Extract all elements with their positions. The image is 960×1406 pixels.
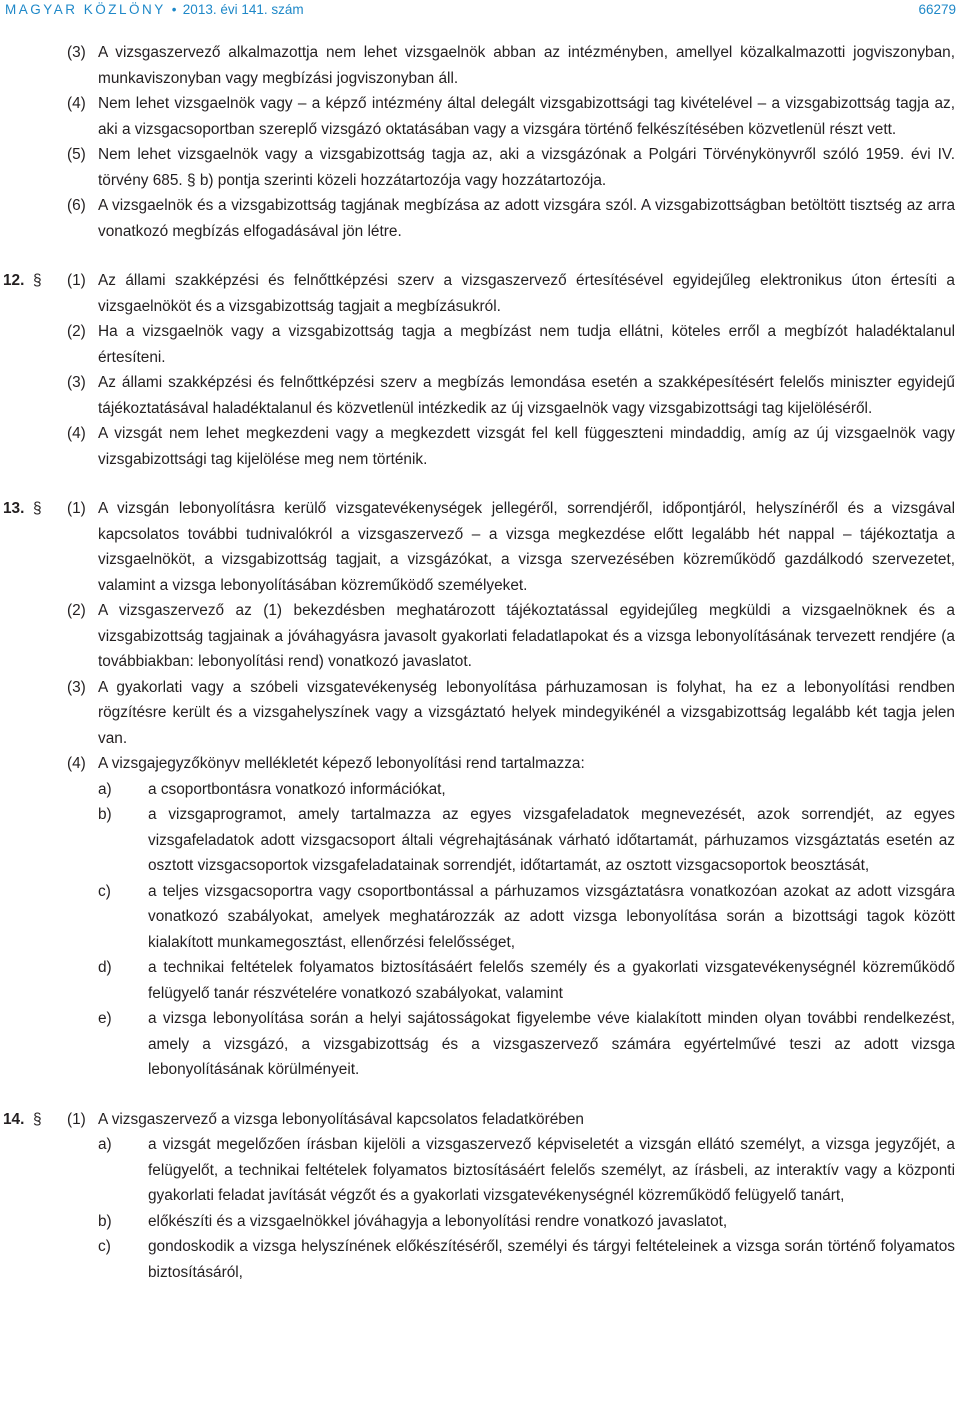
item-label: a) [98,780,112,798]
paragraph-number: (4) [67,755,86,772]
paragraph-text: Nem lehet vizsgaelnök vagy – a képző intézmény által delegált vizsgabizottsági tag kivételével – a vizsgabizottság tagja az, aki a vizsgacsoportban szereplő vizsgázó oktatásában vagy a vizsgára történő felkészítésében közvetlenül részt vett. [98,95,955,138]
paragraph-number: (3) [67,374,86,391]
paragraph-text: A vizsgaszervező a vizsga lebonyolításával kapcsolatos feladatkörében [98,1110,584,1128]
paragraph-text: a teljes vizsgacsoportra vagy csoportbontással a párhuzamos vizsgáztatásra vonatkozóan azokat az adott vizsgára vonatkozó szabályokat, amelyek meghatározzák az adott vizsga lebonyolítása során a bizottsági tagok között kialakított munkamegosztást, ellenőrzési felelősséget, [148,882,955,951]
paragraph-number: (1) [67,272,86,289]
paragraph-text: A vizsgaelnök és a vizsgabizottság tagjának megbízása az adott vizsgára szól. A vizsgabizottságban betöltött tisztség az arra vonatkozó megbízás elfogadásával jön létre. [98,197,955,240]
list-item [0,1006,960,1083]
section-gap [0,472,960,496]
section-gap [0,244,960,268]
paragraph [0,142,960,193]
item-label: b) [98,806,112,823]
paragraph-text: Az állami szakképzési és felnőttképzési szerv a vizsgaszervező értesítésével egyidejűleg elektronikus úton értesíti a vizsgaelnököt és a vizsgabizottság tagjait a megbízásukról. [98,272,955,315]
section-number: 14. [3,1110,25,1128]
paragraph [0,91,960,142]
item-label: a) [98,1136,112,1153]
paragraph-text: A vizsgaszervező az (1) bekezdésben meghatározott tájékoztatással egyidejűleg megküldi a vizsgaelnöknek és a vizsgabizottság tagjainak a jóváhagyásra javasolt gyakorlati feladatlapokat és a vizsga lebonyolításának tervezett rendjére (a továbbiakban: lebonyolítási rend) vonatkozó javaslatot. [98,602,955,670]
item-label: e) [98,1010,112,1027]
issue-number: 2013. évi 141. szám [182,2,304,17]
paragraph-text: a vizsgaprogramot, amely tartalmazza az egyes vizsgafeladatok megnevezését, azok sorrendjét, az egyes vizsgafeladatok adott vizsgacsoport általi végrehajtásának várható időtartamát, párhuzamos vizsgáztatás esetén az osztott vizsgacsoportok vizsgafeladatainak sorrendjét, időtartamát, az osztott vizsgacsoportok beosztását, [148,806,955,874]
paragraph [0,496,960,598]
paragraph-number: (3) [67,44,86,61]
paragraph-number: (4) [67,425,86,442]
paragraph-text: Ha a vizsgaelnök vagy a vizsgabizottság tagja a megbízást nem tudja ellátni, köteles erről a megbízót haladéktalanul értesíteni. [98,323,955,366]
paragraph-text: A vizsgajegyzőkönyv mellékletét képező lebonyolítási rend tartalmazza: [98,755,585,772]
paragraph [0,40,960,91]
paragraph-text: A gyakorlati vagy a szóbeli vizsgatevékenység lebonyolítása párhuzamosan is folyhat, ha ez a lebonyolítási rendben rögzítésre került és a vizsgahelyszínek vagy a vizsgáztató helyek mindegyikénél a vizsgabizottság legalább két tagja jelen van. [98,678,955,747]
item-label: b) [98,1212,112,1230]
item-label: c) [98,1238,111,1255]
section-sign: § [33,500,42,517]
paragraph [0,598,960,675]
list-item [0,777,960,803]
paragraph-text: a csoportbontásra vonatkozó információkat, [148,780,446,798]
paragraph-number: (3) [67,678,86,696]
paragraph [0,751,960,777]
paragraph-number: (2) [67,323,86,340]
paragraph-number: (1) [67,1110,86,1128]
list-item [0,802,960,879]
paragraph-text: Az állami szakképzési és felnőttképzési szerv a megbízás lemondása esetén a szakképesítésért felelős miniszter egyidejű tájékoztatásával haladéktalanul és közvetlenül intézkedik az új vizsgaelnök vagy vizsgabizottsági tag kijelöléséről. [98,374,955,417]
journal-header-left [5,0,304,20]
paragraph-text: előkészíti és a vizsgaelnökkel jóváhagyja a lebonyolítási rendre vonatkozó javaslatot, [148,1212,728,1230]
paragraph-text: A vizsgát nem lehet megkezdeni vagy a megkezdett vizsgát fel kell függeszteni mindaddig, amíg az új vizsgaelnök vagy vizsgabizottsági tag kijelölése meg nem történik. [98,425,955,468]
paragraph-text: a vizsga lebonyolítása során a helyi sajátosságokat figyelembe véve kialakított minden olyan további rendelkezést, amely a vizsgázó, a vizsgabizottság és a vizsgaszervező számára egyértelművé teszi az adott vizsga lebonyolításának körülményeit. [148,1010,955,1078]
list-item [0,1132,960,1209]
paragraph-number: (5) [67,146,86,163]
section-number: 12. [3,272,25,289]
list-item [0,879,960,956]
section-number: 13. [3,500,25,517]
list-item [0,1234,960,1285]
paragraph-text: a vizsgát megelőzően írásban kijelöli a vizsgaszervező képviseletét a vizsgán ellátó személyt, a vizsga jegyzőjét, a felügyelőt, a technikai feltételek folyamatos biztosításáért felelős személyt, az írásbeli, az interaktív vagy a központi gyakorlati feladat javítását végzőt és a gyakorlati vizsgatevékenységnél közreműködő felügyelő tanárt, [148,1136,955,1204]
list-item [0,1209,960,1235]
item-label: c) [98,882,111,900]
section-sign: § [33,1110,42,1128]
paragraph-number: (4) [67,95,86,112]
section-sign: § [33,272,42,289]
paragraph-number: (1) [67,500,86,517]
paragraph-text: gondoskodik a vizsga helyszínének előkészítéséről, személyi és tárgyi feltételeinek a vizsga során történő folyamatos biztosításáról, [148,1238,955,1281]
paragraph-number: (6) [67,197,86,214]
paragraph [0,319,960,370]
header-bullet: • [171,2,177,17]
paragraph-text: A vizsgán lebonyolításra kerülő vizsgatevékenységek jellegéről, sorrendjéről, időpontjáról, helyszínéről és a vizsgával kapcsolatos további tudnivalókról a vizsgaszervező – a vizsga megkezdése előtt legalább hét nappal – tájékoztatja a vizsgaelnököt, a vizsgabizottság tagjait, a vizsgázókat, a vizsga szervezésében közreműködő gazdálkodó szervezetet, valamint a vizsga lebonyolításában közreműködő személyeket. [98,500,955,594]
document-body [0,40,960,1285]
paragraph-text: A vizsgaszervező alkalmazottja nem lehet vizsgaelnök abban az intézményben, amellyel közalkalmazotti jogviszonyban, munkaviszonyban vagy megbízási jogviszonyban áll. [98,44,955,87]
paragraph-number: (2) [67,602,86,619]
paragraph [0,675,960,752]
journal-title: MAGYAR KÖZLÖNY [5,2,166,17]
section-gap [0,1083,960,1107]
paragraph [0,193,960,244]
paragraph-text: a technikai feltételek folyamatos biztosításáért felelős személy és a gyakorlati vizsgatevékenységnél közreműködő felügyelő tanár részvételére vonatkozó szabályokat, valamint [148,959,955,1002]
paragraph [0,421,960,472]
paragraph [0,1107,960,1133]
paragraph [0,268,960,319]
paragraph [0,370,960,421]
page-header [0,0,960,20]
list-item [0,955,960,1006]
page-number: 66279 [918,2,956,17]
paragraph-text: Nem lehet vizsgaelnök vagy a vizsgabizottság tagja az, aki a vizsgázónak a Polgári Törvénykönyvről szóló 1959. évi IV. törvény 685. § b) pontja szerinti közeli hozzátartozója vagy hozzátartozója. [98,146,955,189]
item-label: d) [98,959,112,976]
